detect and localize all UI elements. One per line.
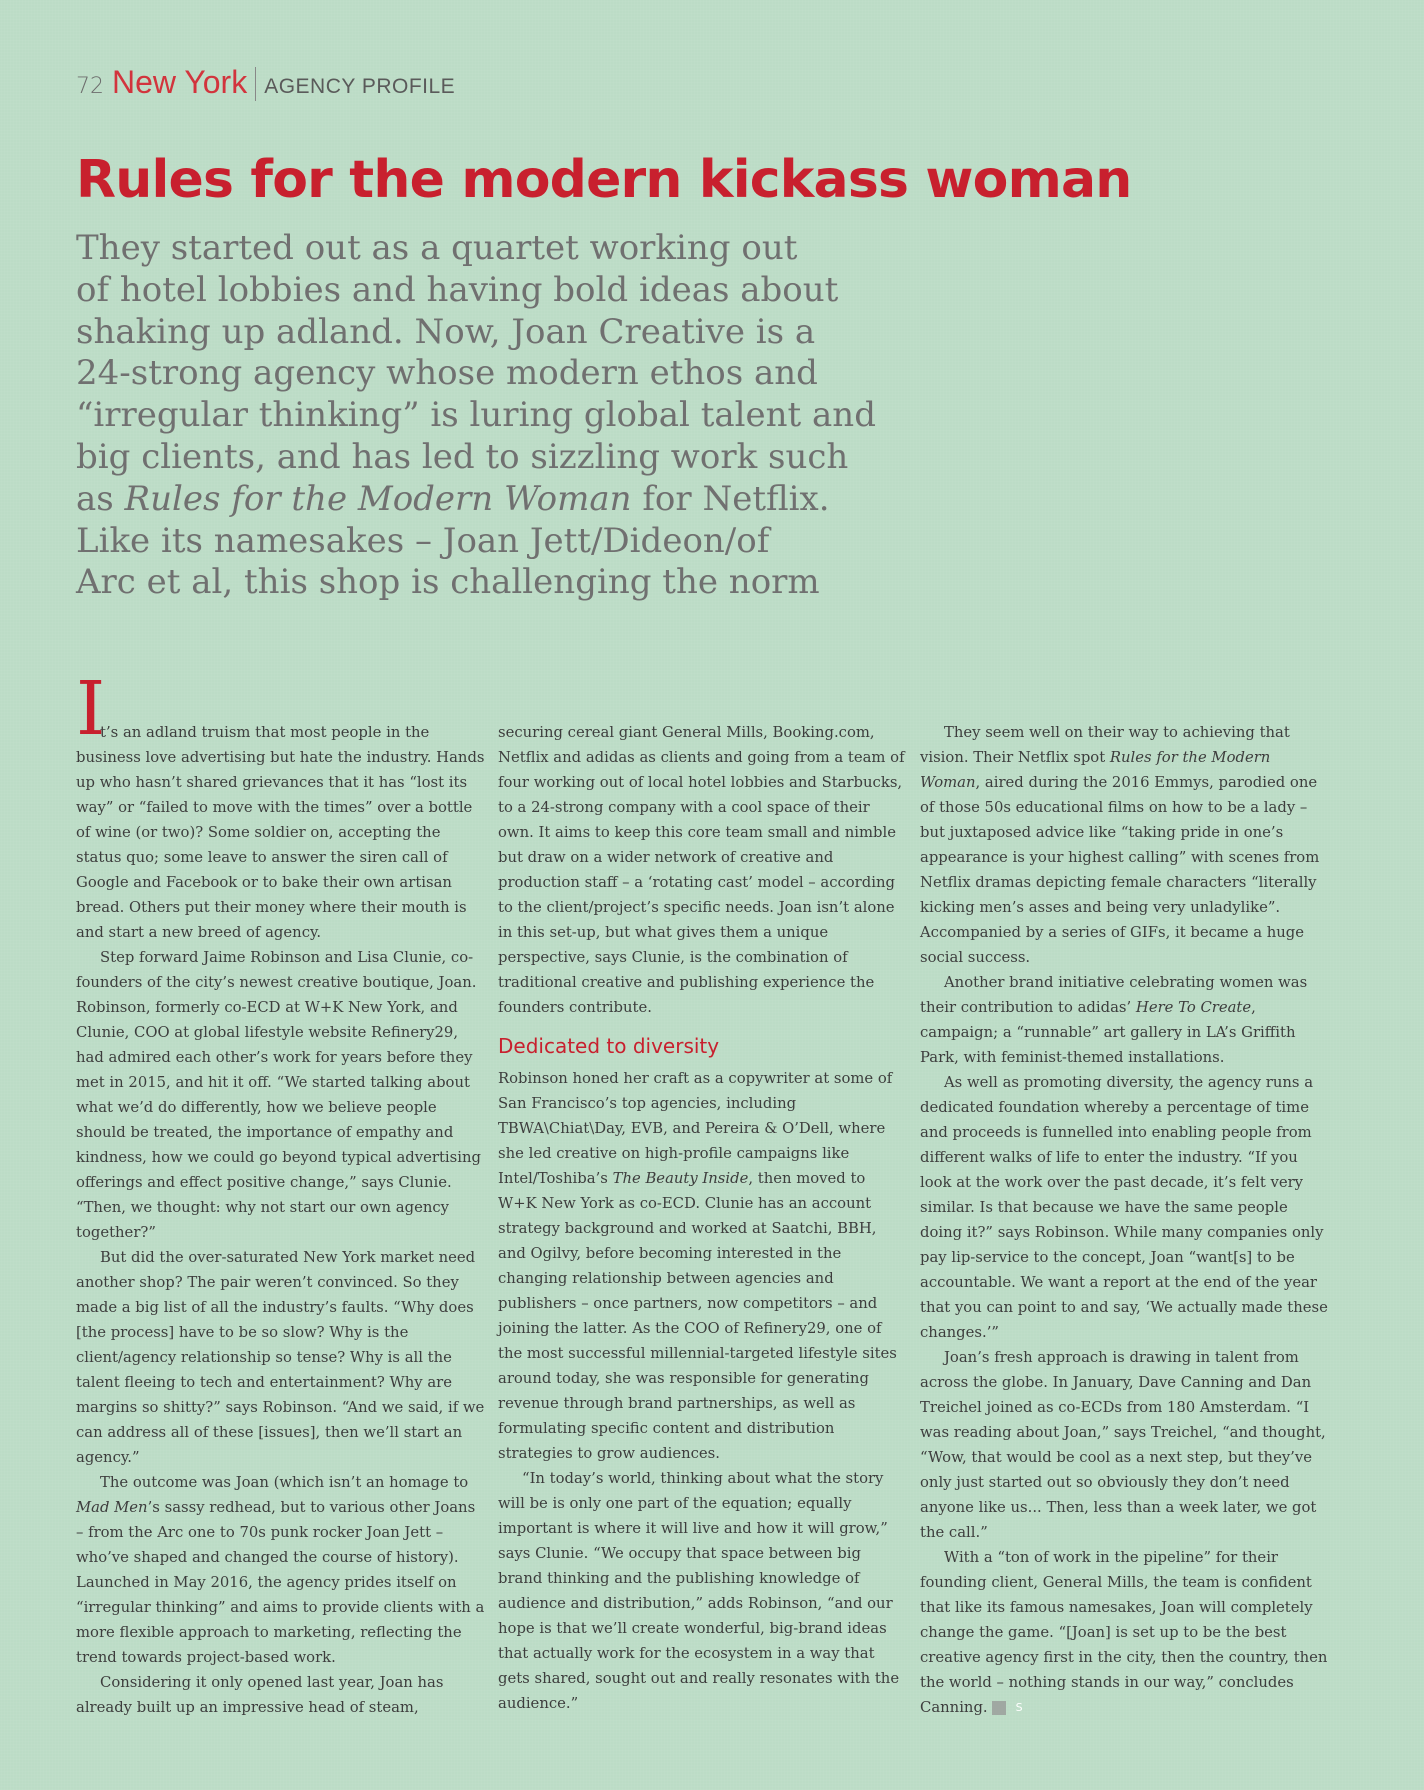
page-number: 72 <box>76 74 104 99</box>
body-paragraph: securing cereal giant General Mills, Booking.com, Netflix and adidas as clients and going from a team of four working out of local hotel lobbies and Starbucks, to a 24-strong company with a cool space of their own. It aims to keep this core team small and nimble but draw on a wider network of creative and production staff – a ‘rotating cast’ model – according to the client/project’s specific needs. Joan isn’t alone in this set-up, but what gives them a unique perspective, says Clunie, is the combination of traditional creative and publishing experience the founders contribute. <box>498 724 905 1016</box>
standfirst-line: “irregular thinking” is luring global talent and <box>76 395 876 436</box>
body-paragraph: Joan’s fresh approach is drawing in talent from across the globe. In January, Dave Canning and Dan Treichel joined as co-ECDs from 180 Amsterdam. “I was reading about Joan,” says Treichel, “and thought, “Wow, that would be cool as a next step, but they’ve only just started out so obviously they don’t need anyone like us... Then, less than a week later, we got the call.” <box>920 1349 1326 1541</box>
standfirst-line: big clients, and has led to sizzling work such <box>76 436 849 477</box>
body-column-3 <box>920 720 1330 1720</box>
drop-cap: I <box>76 666 106 752</box>
paragraph-text: They seem well on their way to achieving that vision. Their Netflix spot <box>920 724 1290 766</box>
body-paragraph: But did the over-saturated New York market need another shop? The pair weren’t convinced. So they made a big list of all the industry’s faults. “Why does [the process] have to be so slow? Why is the client/agency relationship so tense? Why is all the talent fleeing to tech and entertainment? Why are margins so shitty?” says Robinson. “And we said, if we can address all of these [issues], then we’ll start an agency.” <box>76 1249 485 1466</box>
body-paragraph <box>76 720 486 945</box>
paragraph-text: , campaign; a “runnable” art gallery in LA’s Griffith Park, with feminist-themed installations. <box>920 999 1296 1066</box>
standfirst-text: as <box>76 478 125 519</box>
standfirst-text: for Netflix. <box>631 478 830 519</box>
standfirst <box>76 228 876 604</box>
standfirst-line: shaking up adland. Now, Joan Creative is a <box>76 311 816 352</box>
paragraph-title: Here To Create <box>1135 999 1252 1016</box>
paragraph-title: The Beauty Inside <box>612 1170 749 1187</box>
section-title: New York <box>112 64 248 100</box>
body-paragraph: As well as promoting diversity, the agency runs a dedicated foundation whereby a percentage of time and proceeds is funnelled into enabling people from different walks of life to enter the industry. “If you look at the work over the past decade, it’s felt very similar. Is that because we have the same people doing it?” says Robinson. While many companies only pay lip-service to the concept, Joan “want[s] to be accountable. We want a report at the end of the year that you can point to and say, ‘We actually made these changes.’” <box>920 1074 1328 1341</box>
body-paragraph <box>920 970 1330 1070</box>
body-paragraph: Considering it only opened last year, Joan has already built up an impressive head of steam, <box>76 1674 444 1716</box>
body-paragraph <box>76 1470 486 1670</box>
paragraph-text: , aired during the 2016 Emmys, parodied one of those 50s educational films on how to be a lady – but juxtaposed advice like “taking pride in one’s appearance is your highest calling” with scenes from Netflix dramas depicting female characters “literally kicking men’s asses and being very unladylike”. Accompanied by a series of GIFs, it became a huge social success. <box>920 774 1320 966</box>
standfirst-line <box>76 479 856 521</box>
paragraph-title: Rules for the Modern Woman <box>920 749 1271 791</box>
section-label: AGENCY PROFILE <box>264 75 456 98</box>
paragraph-text: t’s an adland truism that most people in the business love advertising but hate the industry. Hands up who hasn’t shared grievances that it has “lost its way” or “failed to move with the times” over a bottle of wine (or two)? Some soldier on, accepting the status quo; some leave to answer the siren call of Google and Facebook or to bake their own artisan bread. Others put their money where their mouth is and start a new breed of agency. <box>76 724 485 941</box>
standfirst-line: Like its namesakes – Joan Jett/Dideon/of <box>76 520 770 561</box>
paragraph-text: Another brand initiative celebrating women was their contribution to adidas’ <box>920 974 1308 1016</box>
paragraph-text: Robinson honed her craft as a copywriter at some of San Francisco’s top agencies, including TBWA\Chiat\Day, EVB, and Pereira & O’Dell, where she led creative on high-profile campaigns like Intel/Toshiba’s <box>498 1070 893 1187</box>
standfirst-title: Rules for the Modern Woman <box>124 478 632 519</box>
paragraph-text: ’s sassy redhead, but to various other Joans – from the Arc one to 70s punk rocker Joan Jett – who’ve shaped and changed the course of history). Launched in May 2016, the agency prides itself on “irregular thinking” and aims to provide clients with a more flexible approach to marketing, reflecting the trend towards project-based work. <box>76 1499 485 1666</box>
standfirst-line: 24-strong agency whose modern ethos and <box>76 353 818 394</box>
subheading: Dedicated to diversity <box>498 1034 720 1058</box>
paragraph-title: Mad Men <box>76 1499 148 1516</box>
headline: Rules for the modern kickass woman <box>76 150 1132 210</box>
page-header <box>76 64 455 104</box>
standfirst-line: Arc et al, this shop is challenging the norm <box>76 562 820 603</box>
paragraph-text: The outcome was Joan (which isn’t an homage to <box>100 1474 469 1491</box>
end-mark-icon: S <box>992 1701 1006 1715</box>
body-paragraph <box>498 1066 908 1466</box>
paragraph-text: , then moved to W+K New York as co-ECD. Clunie has an account strategy background and worked at Saatchi, BBH, and Ogilvy, before becoming interested in the changing relationship between agencies and publishers – once partners, now competitors – and joining the latter. As the COO of Refinery29, one of the most successful millennial-targeted lifestyle sites around today, she was responsible for generating revenue through brand partnerships, as well as formulating specific content and distribution strategies to grow audiences. <box>498 1170 897 1462</box>
header-divider <box>255 67 256 101</box>
body-paragraph <box>920 1545 1330 1720</box>
paragraph-text: With a “ton of work in the pipeline” for their founding client, General Mills, the team is confident that like its famous namesakes, Joan will completely change the game. “[Joan] is set up to be the best creative agency first in the city, then the country, then the world – nothing stands in our way,” concludes Canning. <box>920 1549 1328 1716</box>
body-paragraph: Step forward Jaime Robinson and Lisa Clunie, co-founders of the city’s newest creative boutique, Joan. Robinson, formerly co-ECD at W+K New York, and Clunie, COO at global lifestyle website Refinery29, had admired each other’s work for years before they met in 2015, and hit it off. “We started talking about what we’d do differently, how we believe people should be treated, the importance of empathy and kindness, how we could go beyond typical advertising offerings and effect positive change,” says Clunie. “Then, we thought: why not start our own agency together?” <box>76 949 481 1241</box>
body-column-1 <box>76 720 486 1720</box>
body-paragraph <box>920 720 1330 970</box>
standfirst-line: of hotel lobbies and having bold ideas about <box>76 269 839 310</box>
body-paragraph: “In today’s world, thinking about what the story will be is only one part of the equation; equally important is where it will live and how it will grow,” says Clunie. “We occupy that space between big brand thinking and the publishing knowledge of audience and distribution,” adds Robinson, “and our hope is that we’ll create wonderful, big-brand ideas that actually work for the ecosystem in a way that gets shared, sought out and really resonates with the audience.” <box>498 1470 900 1712</box>
body-column-2 <box>498 720 908 1716</box>
standfirst-line: They started out as a quartet working out <box>76 228 798 268</box>
